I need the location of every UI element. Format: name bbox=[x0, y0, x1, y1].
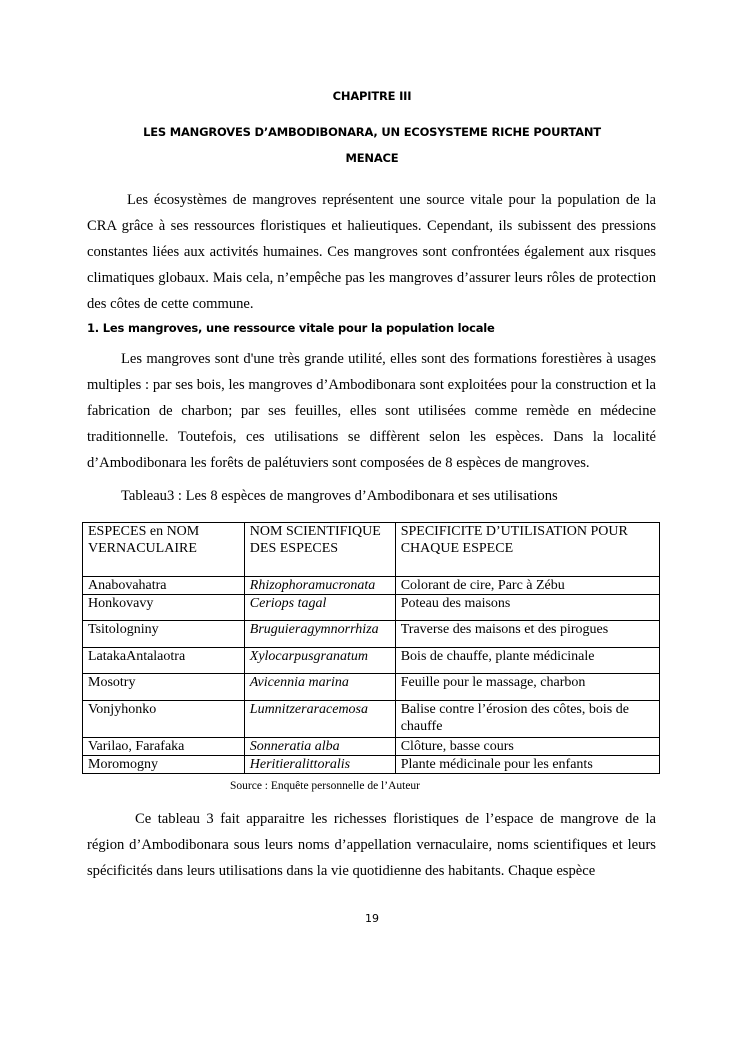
usage-cell: Poteau des maisons bbox=[395, 595, 659, 621]
usage-cell: Traverse des maisons et des pirogues bbox=[395, 621, 659, 648]
intro-paragraph: Les écosystèmes de mangroves représentent une source vitale pour la population de la CRA grâce à ses ressources floristiques et halieutiques. Cependant, ils subissent des pressions constantes liées aux activités humaines. Ces mangroves sont confrontées également aux risques climatiques globaux. Mais cela, n’empêche pas les mangroves d’assurer leurs rôles de protection des côtes de cette commune. bbox=[87, 192, 656, 312]
table-header-cell: ESPECES en NOM VERNACULAIRE bbox=[83, 523, 245, 577]
vernacular-name-cell: Tsitologniny bbox=[83, 621, 245, 648]
table-row bbox=[83, 701, 660, 738]
chapter-title-line-1: LES MANGROVES D’AMBODIBONARA, UN ECOSYSTEME RICHE POURTANT bbox=[143, 125, 601, 139]
usage-cell: Balise contre l’érosion des côtes, bois de chauffe bbox=[395, 701, 659, 738]
table-caption: Tableau3 : Les 8 espèces de mangroves d’Ambodibonara et ses utilisations bbox=[121, 488, 558, 504]
usage-cell: Plante médicinale pour les enfants bbox=[395, 756, 659, 774]
table-row bbox=[83, 738, 660, 756]
scientific-name-cell: Rhizophoramucronata bbox=[244, 577, 395, 595]
usage-cell: Colorant de cire, Parc à Zébu bbox=[395, 577, 659, 595]
table-row bbox=[83, 621, 660, 648]
page-number: 19 bbox=[365, 912, 379, 925]
scientific-name-cell: Avicennia marina bbox=[244, 674, 395, 701]
vernacular-name-cell: Honkovavy bbox=[83, 595, 245, 621]
table-row bbox=[83, 577, 660, 595]
table-row bbox=[83, 648, 660, 674]
chapter-label: CHAPITRE III bbox=[332, 89, 412, 103]
scientific-name-cell: Lumnitzeraracemosa bbox=[244, 701, 395, 738]
table-source: Source : Enquête personnelle de l’Auteur bbox=[230, 780, 421, 792]
table-header-row bbox=[83, 523, 660, 577]
species-table bbox=[82, 522, 660, 774]
vernacular-name-cell: Mosotry bbox=[83, 674, 245, 701]
section-paragraph: Les mangroves sont d'une très grande utilité, elles sont des formations forestières à usages multiples : par ses bois, les mangroves d’Ambodibonara sont exploitées pour la construction et la fabrication de charbon; par ses feuilles, elles sont utilisées comme remède en médecine traditionnelle. Toutefois, ces utilisations se diffèrent selon les espèces. Dans la localité d’Ambodibonara les forêts de palétuviers sont composées de 8 espèces de mangroves. bbox=[87, 351, 656, 471]
chapter-title-line-2: MENACE bbox=[345, 151, 399, 165]
closing-paragraph: Ce tableau 3 fait apparaitre les richesses floristiques de l’espace de mangrove de la région d’Ambodibonara sous leurs noms d’appellation vernaculaire, noms scientifiques et leurs spécificités dans leurs utilisations dans la vie quotidienne des habitants. Chaque espèce bbox=[87, 811, 656, 879]
vernacular-name-cell: LatakaAntalaotra bbox=[83, 648, 245, 674]
vernacular-name-cell: Anabovahatra bbox=[83, 577, 245, 595]
table-row bbox=[83, 595, 660, 621]
usage-cell: Clôture, basse cours bbox=[395, 738, 659, 756]
vernacular-name-cell: Moromogny bbox=[83, 756, 245, 774]
table-header-cell: SPECIFICITE D’UTILISATION POUR CHAQUE ESPECE bbox=[395, 523, 659, 577]
vernacular-name-cell: Vonjyhonko bbox=[83, 701, 245, 738]
scientific-name-cell: Xylocarpusgranatum bbox=[244, 648, 395, 674]
table-header-cell: NOM SCIENTIFIQUE DES ESPECES bbox=[244, 523, 395, 577]
table-row bbox=[83, 756, 660, 774]
usage-cell: Bois de chauffe, plante médicinale bbox=[395, 648, 659, 674]
table-row bbox=[83, 674, 660, 701]
scientific-name-cell: Ceriops tagal bbox=[244, 595, 395, 621]
scientific-name-cell: Sonneratia alba bbox=[244, 738, 395, 756]
usage-cell: Feuille pour le massage, charbon bbox=[395, 674, 659, 701]
scientific-name-cell: Bruguieragymnorrhiza bbox=[244, 621, 395, 648]
scientific-name-cell: Heritieralittoralis bbox=[244, 756, 395, 774]
section-heading: 1. Les mangroves, une ressource vitale pour la population locale bbox=[87, 321, 495, 335]
vernacular-name-cell: Varilao, Farafaka bbox=[83, 738, 245, 756]
